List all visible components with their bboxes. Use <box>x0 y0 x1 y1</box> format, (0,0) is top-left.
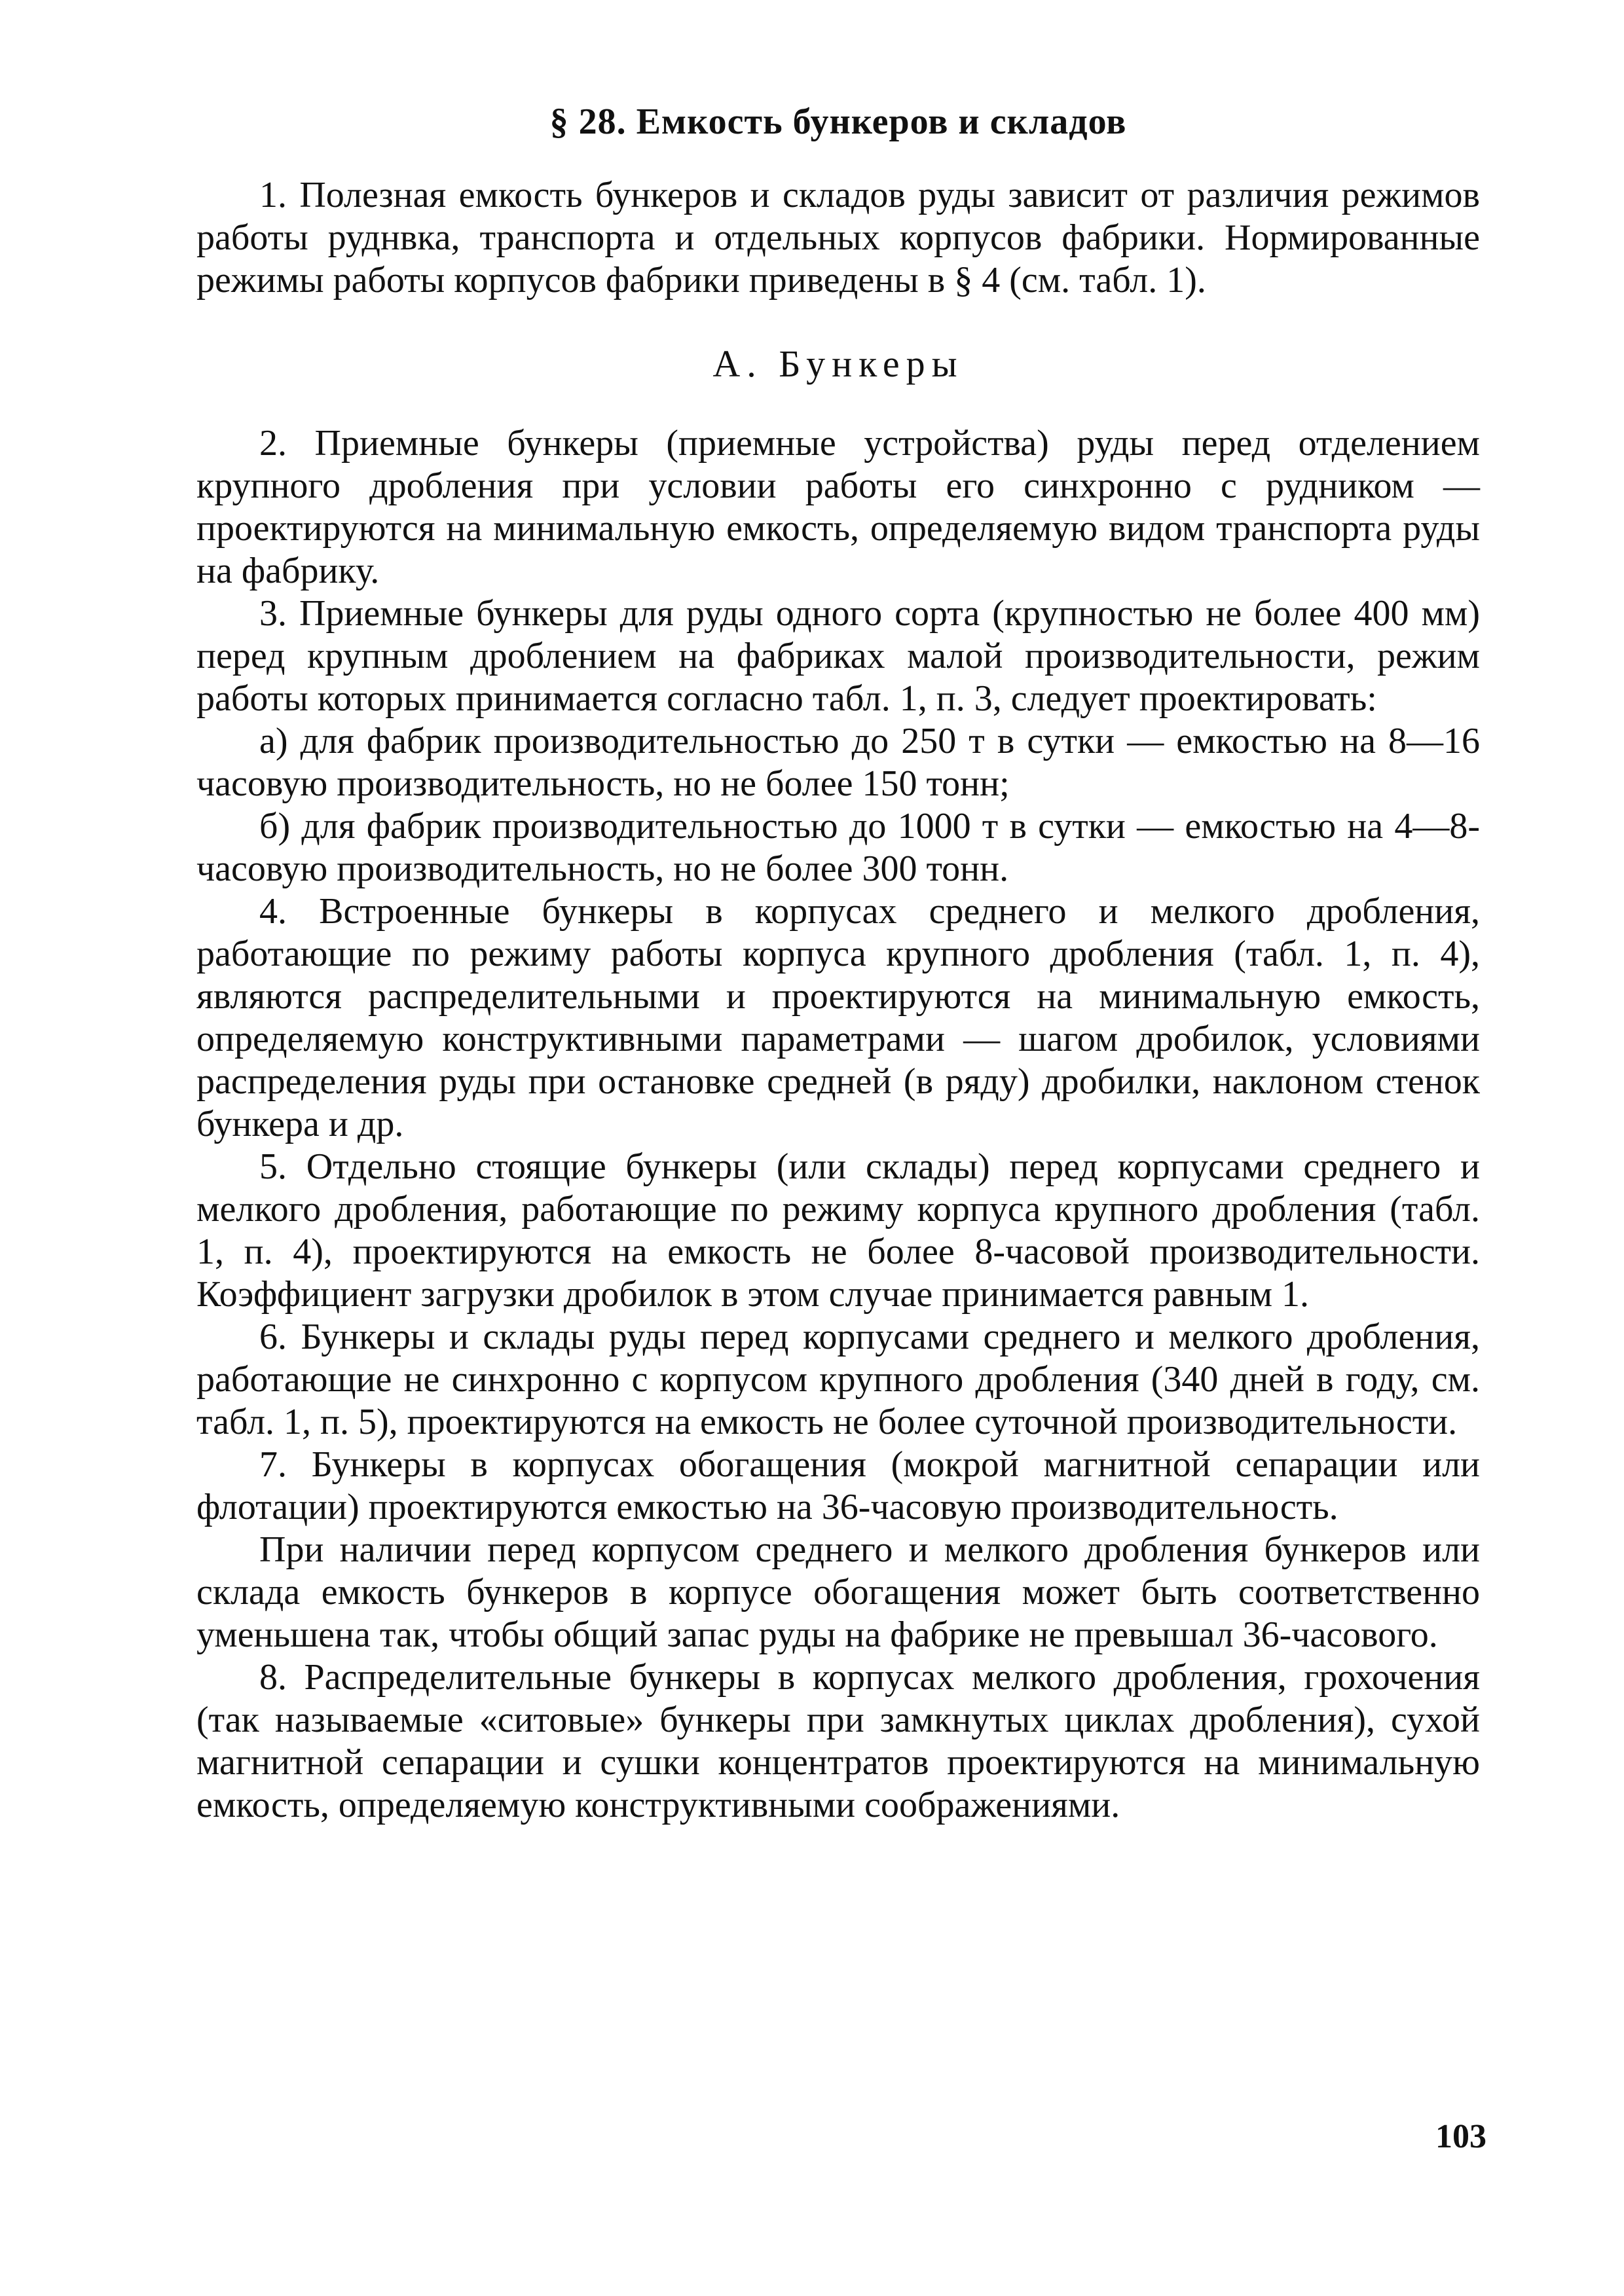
paragraph-8: 8. Распределительные бункеры в корпусах мелкого дробления, грохочения (так называемые «ситовые» бункеры при замкнутых циклах дробления), сухой магнитной сепарации и сушки концентратов проектируются на минимальную емкость, определяемую конструктивными соображениями. <box>196 1657 1480 1825</box>
document-page <box>196 98 1480 1827</box>
section-heading: § 28. Емкость бункеров и складов <box>549 101 1127 142</box>
paragraph-5: 5. Отдельно стоящие бункеры (или склады) перед корпусами среднего и мелкого дробления, работающие по режиму корпуса крупного дробления (табл. 1, п. 4), проектируются на емкость не более 8-часовой производительности. Коэффициент загрузки дробилок в этом случае принимается равным 1. <box>196 1146 1480 1315</box>
page-number: 103 <box>1435 2118 1486 2155</box>
paragraph-7-note: При наличии перед корпусом среднего и мелкого дробления бункеров или склада емкость бункеров в корпусе обогащения может быть соответственно уменьшена так, чтобы общий запас руды на фабрике не превышал 36-часового. <box>196 1529 1480 1655</box>
paragraph-6: 6. Бункеры и склады руды перед корпусами среднего и мелкого дробления, работающие не синхронно с корпусом крупного дробления (340 дней в году, см. табл. 1, п. 5), проектируются на емкость не более суточной производительности. <box>196 1317 1480 1442</box>
paragraph-3: 3. Приемные бункеры для руды одного сорта (крупностью не более 400 мм) перед крупным дроблением на фабриках малой производительности, режим работы которых принимается согласно табл. 1, п. 3, следует проектировать: <box>196 593 1480 719</box>
subsection-heading: А. Бункеры <box>712 342 964 385</box>
paragraph-1: 1. Полезная емкость бункеров и складов руды зависит от различия режимов работы руднвка, транспорта и отдельных корпусов фабрики. Нормированные режимы работы корпусов фабрики приведены в § 4 (см. табл. 1). <box>196 175 1480 301</box>
paragraph-3a: а) для фабрик производительностью до 250 т в сутки — емкостью на 8—16 часовую производительность, но не более 150 тонн; <box>196 721 1480 804</box>
paragraph-2: 2. Приемные бункеры (приемные устройства) руды перед отделением крупного дробления при условии работы его синхронно с рудником — проектируются на минимальную емкость, определяемую видом транспорта руды на фабрику. <box>196 423 1480 591</box>
paragraph-7: 7. Бункеры в корпусах обогащения (мокрой магнитной сепарации или флотации) проектируются емкостью на 36-часовую производительность. <box>196 1444 1480 1527</box>
paragraph-3b: б) для фабрик производительностью до 1000 т в сутки — емкостью на 4—8-часовую производительность, но не более 300 тонн. <box>196 806 1480 889</box>
paragraph-4: 4. Встроенные бункеры в корпусах среднего и мелкого дробления, работающие по режиму работы корпуса крупного дробления (табл. 1, п. 4), являются распределительными и проектируются на минимальную емкость, определяемую конструктивными параметрами — шагом дробилок, условиями распределения руды при остановке средней (в ряду) дробилки, наклоном стенок бункера и др. <box>196 891 1480 1144</box>
